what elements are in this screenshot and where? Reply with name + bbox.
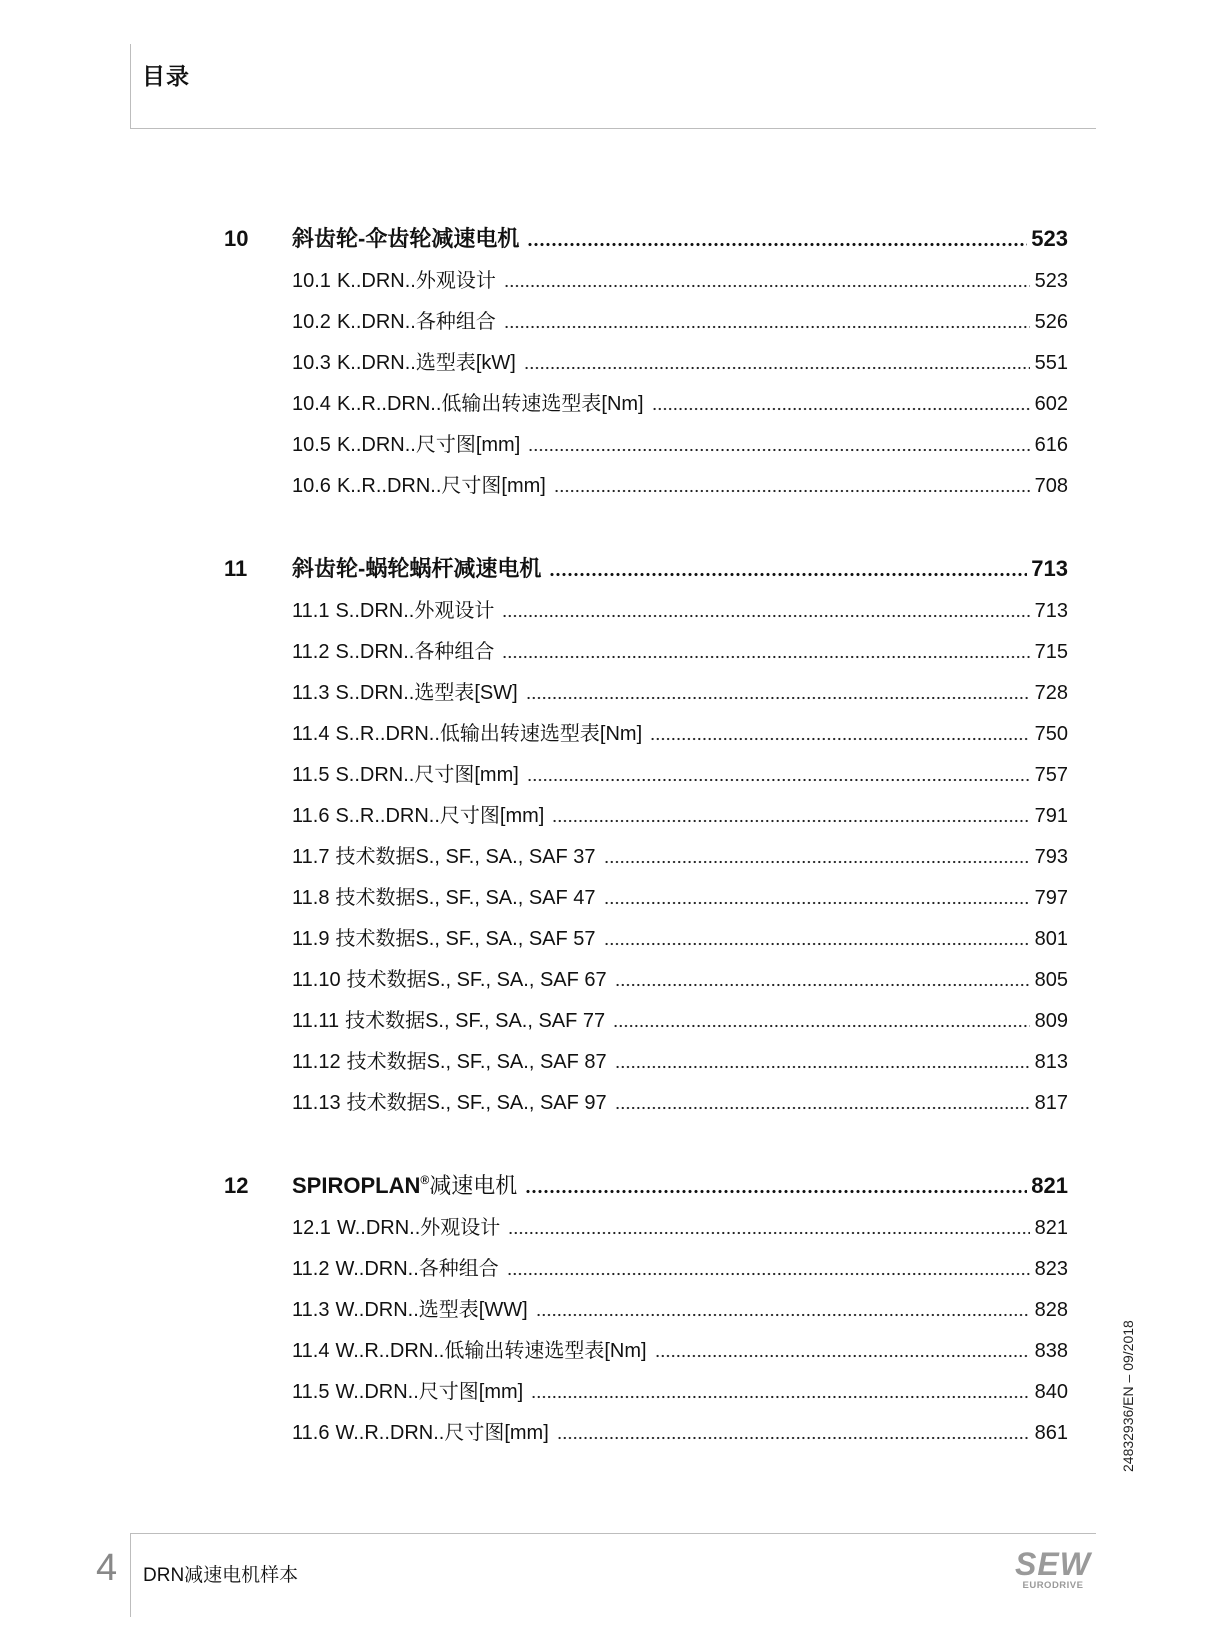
section-page: 838 [1034,1340,1068,1362]
section-number: 11.6 [292,805,330,827]
section-number: 11.7 [292,846,330,868]
section-number: 11.5 [292,764,330,786]
dot-leader [615,1053,1030,1073]
toc-section-entry[interactable] [224,1372,1068,1413]
page-title: 目录 [142,63,190,89]
toc-section-entry[interactable] [224,878,1068,919]
toc-section-entry[interactable] [224,261,1068,302]
dot-leader [557,1424,1030,1444]
dot-leader [527,766,1030,786]
footer-horizontal-rule [130,1533,1096,1534]
dot-leader [615,971,1030,991]
dot-leader [536,1301,1030,1321]
section-number: 11.13 [292,1092,341,1114]
toc-section-entry[interactable] [224,466,1068,507]
section-title: S..DRN..外观设计 [335,600,495,622]
header-horizontal-rule [130,128,1096,129]
section-title: W..R..DRN..低输出转速选型表[Nm] [335,1340,647,1362]
section-number: 11.3 [292,682,330,704]
section-page: 616 [1034,434,1068,456]
sew-eurodrive-logo [1010,1548,1096,1591]
section-page: 861 [1034,1422,1068,1444]
section-page: 817 [1034,1092,1068,1114]
toc-section-entry[interactable] [224,591,1068,632]
dot-leader [502,643,1030,663]
section-title: S..R..DRN..低输出转速选型表[Nm] [335,723,643,745]
section-page: 757 [1034,764,1068,786]
section-title: K..R..DRN..尺寸图[mm] [336,475,546,497]
table-of-contents [224,217,1068,1494]
toc-section-entry[interactable] [224,673,1068,714]
section-title: 技术数据S., SF., SA., SAF 37 [335,846,596,868]
section-page: 801 [1034,928,1068,950]
section-page: 823 [1034,1258,1068,1280]
section-title: 技术数据S., SF., SA., SAF 87 [346,1051,607,1073]
toc-section-entry[interactable] [224,714,1068,755]
dot-leader [502,602,1030,622]
dot-leader [525,1175,1027,1197]
section-title: 技术数据S., SF., SA., SAF 77 [345,1010,606,1032]
section-number: 10.6 [292,475,331,497]
section-title: 技术数据S., SF., SA., SAF 67 [346,969,607,991]
toc-section-entry[interactable] [224,1413,1068,1454]
toc-chapter-entry[interactable] [224,217,1068,261]
section-title: K..DRN..尺寸图[mm] [336,434,521,456]
section-page: 821 [1034,1217,1068,1239]
chapter-title: 斜齿轮-伞齿轮减速电机 [292,226,520,251]
section-title: W..DRN..选型表[WW] [335,1299,528,1321]
toc-section-entry[interactable] [224,796,1068,837]
section-number: 11.4 [292,723,330,745]
section-page: 791 [1034,805,1068,827]
dot-leader [528,436,1030,456]
section-page: 523 [1034,270,1068,292]
section-title: W..DRN..尺寸图[mm] [335,1381,524,1403]
toc-section-entry[interactable] [224,1208,1068,1249]
dot-leader [504,313,1030,333]
section-number: 11.4 [292,1340,330,1362]
dot-leader [655,1342,1030,1362]
logo-main-text: SEW [1015,1546,1091,1582]
dot-leader [604,930,1030,950]
chapter-page: 821 [1031,1173,1068,1198]
registered-mark: ® [420,1173,430,1187]
toc-section-entry[interactable] [224,1331,1068,1372]
dot-leader [549,558,1027,580]
section-title: S..DRN..各种组合 [335,641,495,663]
toc-section-entry[interactable] [224,837,1068,878]
dot-leader [526,684,1030,704]
dot-leader [507,1260,1030,1280]
section-title: S..DRN..尺寸图[mm] [335,764,519,786]
section-page: 840 [1034,1381,1068,1403]
chapter-title-suffix: 减速电机 [429,1173,518,1198]
section-title: W..DRN..外观设计 [336,1217,501,1239]
section-page: 708 [1034,475,1068,497]
chapter-number: 11 [224,556,248,581]
section-number: 10.5 [292,434,331,456]
section-number: 11.8 [292,887,330,909]
toc-section-entry[interactable] [224,425,1068,466]
footer-vertical-rule [130,1533,131,1617]
toc-section-entry[interactable] [224,343,1068,384]
section-number: 11.2 [292,641,330,663]
logo-sub-text: EURODRIVE [1022,1580,1084,1591]
section-number: 11.2 [292,1258,330,1280]
toc-section-entry[interactable] [224,960,1068,1001]
section-title: 技术数据S., SF., SA., SAF 97 [346,1092,607,1114]
chapter-page: 713 [1031,556,1068,581]
section-title: S..DRN..选型表[SW] [335,682,518,704]
chapter-title [292,1164,517,1208]
section-number: 11.5 [292,1381,330,1403]
section-number: 10.2 [292,311,331,333]
section-number: 10.4 [292,393,331,415]
section-title: K..DRN..各种组合 [336,311,496,333]
section-number: 12.1 [292,1217,331,1239]
dot-leader [615,1094,1030,1114]
section-page: 728 [1034,682,1068,704]
dot-leader [552,807,1030,827]
footer-document-title: DRN减速电机样本 [143,1565,299,1586]
dot-leader [604,848,1030,868]
toc-chapter-12 [224,1164,1068,1454]
section-page: 602 [1034,393,1068,415]
section-number: 11.11 [292,1010,340,1032]
section-page: 715 [1034,641,1068,663]
toc-section-entry[interactable] [224,755,1068,796]
header-vertical-rule [130,44,131,128]
chapter-number: 12 [224,1173,249,1198]
section-page: 526 [1034,311,1068,333]
toc-section-entry[interactable] [224,1001,1068,1042]
section-title: 技术数据S., SF., SA., SAF 47 [335,887,596,909]
toc-section-entry[interactable] [224,632,1068,673]
section-title: K..DRN..选型表[kW] [336,352,516,374]
dot-leader [508,1219,1030,1239]
dot-leader [531,1383,1030,1403]
section-number: 11.3 [292,1299,330,1321]
section-number: 11.12 [292,1051,341,1073]
section-page: 828 [1034,1299,1068,1321]
section-number: 10.3 [292,352,331,374]
section-page: 809 [1034,1010,1068,1032]
dot-leader [554,477,1030,497]
section-page: 713 [1034,600,1068,622]
section-number: 11.1 [292,600,330,622]
dot-leader [527,228,1027,250]
toc-chapter-entry[interactable] [224,1164,1068,1208]
section-number: 10.1 [292,270,331,292]
dot-leader [650,725,1030,745]
dot-leader [604,889,1030,909]
section-title: K..DRN..外观设计 [336,270,496,292]
toc-section-entry[interactable] [224,919,1068,960]
toc-chapter-10 [224,217,1068,507]
section-title: 技术数据S., SF., SA., SAF 57 [335,928,596,950]
section-page: 793 [1034,846,1068,868]
section-number: 11.9 [292,928,330,950]
section-title: W..DRN..各种组合 [335,1258,499,1280]
section-title: W..R..DRN..尺寸图[mm] [335,1422,549,1444]
section-number: 11.10 [292,969,341,991]
toc-section-entry[interactable] [224,1290,1068,1331]
chapter-page: 523 [1031,226,1068,251]
section-page: 750 [1034,723,1068,745]
dot-leader [613,1012,1030,1032]
chapter-title: 斜齿轮-蜗轮蜗杆减速电机 [292,556,542,581]
toc-section-entry[interactable] [224,1249,1068,1290]
toc-section-entry[interactable] [224,1042,1068,1083]
document-id: 24832936/EN – 09/2018 [1120,1320,1136,1472]
dot-leader [524,354,1030,374]
dot-leader [652,395,1030,415]
chapter-title-brand: SPIROPLAN [292,1173,421,1198]
toc-chapter-entry[interactable] [224,547,1068,591]
dot-leader [504,272,1030,292]
toc-chapter-11 [224,547,1068,1124]
section-number: 11.6 [292,1422,330,1444]
page-number: 4 [96,1547,118,1589]
toc-section-entry[interactable] [224,302,1068,343]
section-page: 813 [1034,1051,1068,1073]
section-page: 551 [1034,352,1068,374]
section-page: 805 [1034,969,1068,991]
section-title: S..R..DRN..尺寸图[mm] [335,805,545,827]
section-page: 797 [1034,887,1068,909]
section-title: K..R..DRN..低输出转速选型表[Nm] [336,393,644,415]
toc-section-entry[interactable] [224,384,1068,425]
chapter-number: 10 [224,226,249,251]
toc-section-entry[interactable] [224,1083,1068,1124]
